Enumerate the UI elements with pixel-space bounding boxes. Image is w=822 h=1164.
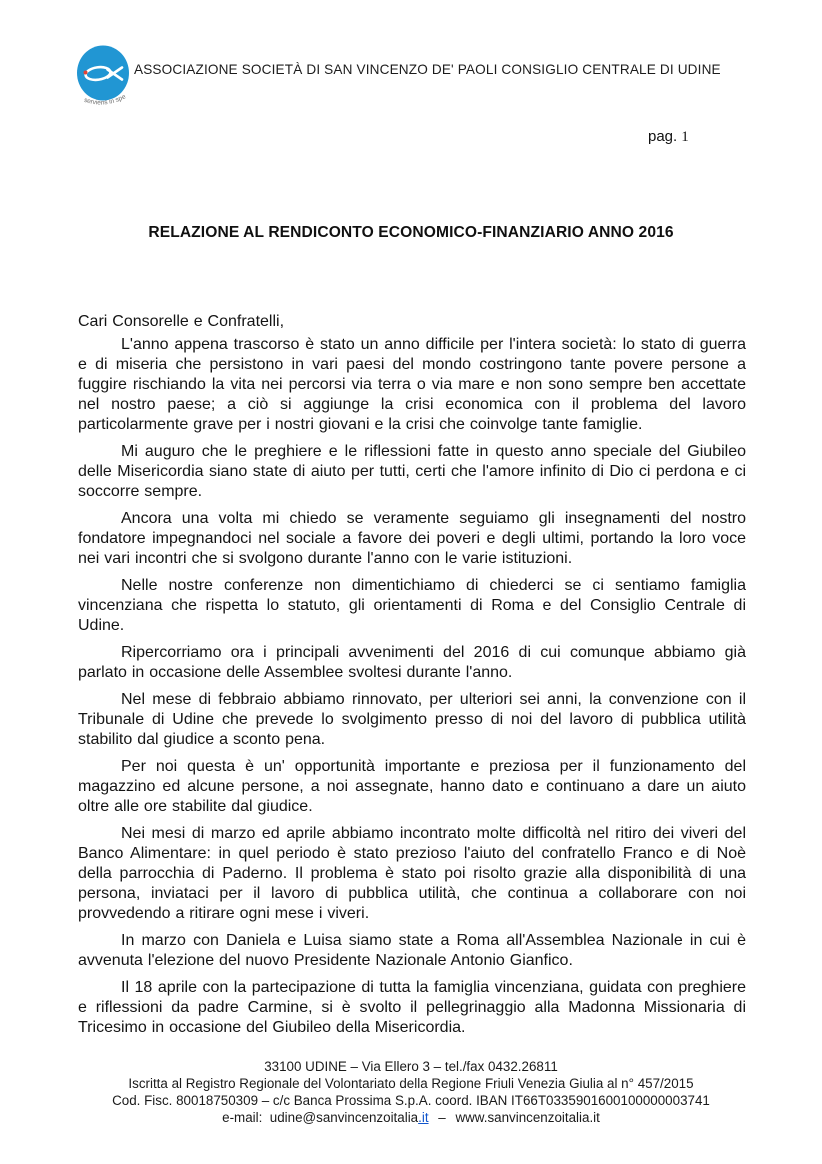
paragraph: Nelle nostre conferenze non dimentichiamo di chiederci se ci sentiamo famiglia vincenziana che rispetta lo statuto, gli orientamenti di Roma e del Consiglio Centrale di Udine. [78, 577, 746, 634]
paragraph: Nei mesi di marzo ed aprile abbiamo incontrato molte difficoltà nel ritiro dei viveri del Banco Alimentare: in quel periodo è stato prezioso l'aiuto del confratello Franco e di Noè della parrocchia di Paderno. Il problema è stato poi risolto grazie alla disponibilità di una persona, inviataci per il lavoro di pubblica utilità, che continua a collaborare con noi provvedendo a ritirare ogni mese i viveri. [78, 825, 746, 922]
letterhead-footer [0, 1058, 822, 1126]
paragraph: Ancora una volta mi chiedo se veramente seguiamo gli insegnamenti del nostro fondatore impegnandoci nel sociale a favore dei poveri e degli ultimi, portando la loro voce nei vari incontri che si svolgono durante l'anno con le varie istituzioni. [78, 510, 746, 567]
footer-contact-line [0, 1109, 822, 1126]
footer-address-line: 33100 UDINE – Via Ellero 3 – tel./fax 0432.26811 [264, 1059, 558, 1074]
document-title: RELAZIONE AL RENDICONTO ECONOMICO-FINANZIARIO ANNO 2016 [148, 224, 674, 241]
paragraph: L'anno appena trascorso è stato un anno difficile per l'intera società: lo stato di guerra e di miseria che persistono in vari paesi del mondo costringono tante povere persone a fuggire rischiando la vita nei percorsi via terra o via mare e non sono sempre ben accettate nel nostro paese; a ciò si aggiunge la crisi economica con il problema del lavoro particolarmente grave per i nostri giovani e la crisi che coinvolge tante famiglie. [78, 336, 746, 433]
paragraph: In marzo con Daniela e Luisa siamo state a Roma all'Assemblea Nazionale in cui è avvenuta l'elezione del nuovo Presidente Nazionale Antonio Gianfico. [78, 932, 746, 969]
footer-separator: – [438, 1110, 446, 1125]
page-number-label: pag. [648, 128, 678, 145]
paragraph: Mi auguro che le preghiere e le riflessioni fatte in questo anno speciale del Giubileo delle Misericordia siano state di aiuto per tutti, certi che l'amore infinito di Dio ci perdona e ci soccorre sempre. [78, 443, 746, 500]
email-link[interactable]: .it [418, 1110, 429, 1125]
organization-name: ASSOCIAZIONE SOCIETÀ DI SAN VINCENZO DE' PAOLI CONSIGLIO CENTRALE DI UDINE [134, 62, 721, 77]
paragraph: Il 18 aprile con la partecipazione di tutta la famiglia vincenziana, guidata con preghiere e riflessioni da padre Carmine, si è svolto il pellegrinaggio alla Madonna Missionaria di Tricesimo in occasione del Giubileo della Misericordia. [78, 979, 746, 1036]
footer-registry-line: Iscritta al Registro Regionale del Volontariato della Regione Friuli Venezia Giulia al n° 457/2015 [128, 1076, 694, 1091]
paragraph: Ripercorriamo ora i principali avvenimenti del 2016 di cui comunque abbiamo già parlato in occasione delle Assemblee svoltesi durante l'anno. [78, 644, 746, 681]
page-number [648, 128, 689, 146]
page-number-value: 1 [681, 129, 689, 145]
email-label: e-mail: [222, 1110, 263, 1125]
email-address: udine@sanvincenzoitalia [269, 1110, 419, 1125]
website-url: www.sanvincenzoitalia.it [455, 1110, 600, 1125]
ssvp-fish-logo-icon [74, 44, 134, 116]
document-body [78, 312, 746, 1045]
logo-motto: serviens in spe [83, 93, 128, 107]
paragraph: Per noi questa è un' opportunità importante e preziosa per il funzionamento del magazzino ed alcune persone, a noi assegnate, hanno dato e continuano a dare un aiuto oltre alle ore stabilite dal giudice. [78, 758, 746, 815]
paragraph: Nel mese di febbraio abbiamo rinnovato, per ulteriori sei anni, la convenzione con il Tribunale di Udine che prevede lo svolgimento presso di noi del lavoro di pubblica utilità stabilito dal giudice a sconto pena. [78, 691, 746, 748]
footer-fiscal-line: Cod. Fisc. 80018750309 – c/c Banca Prossima S.p.A. coord. IBAN IT66T0335901600100000003741 [112, 1093, 710, 1108]
salutation: Cari Consorelle e Confratelli, [78, 313, 285, 330]
